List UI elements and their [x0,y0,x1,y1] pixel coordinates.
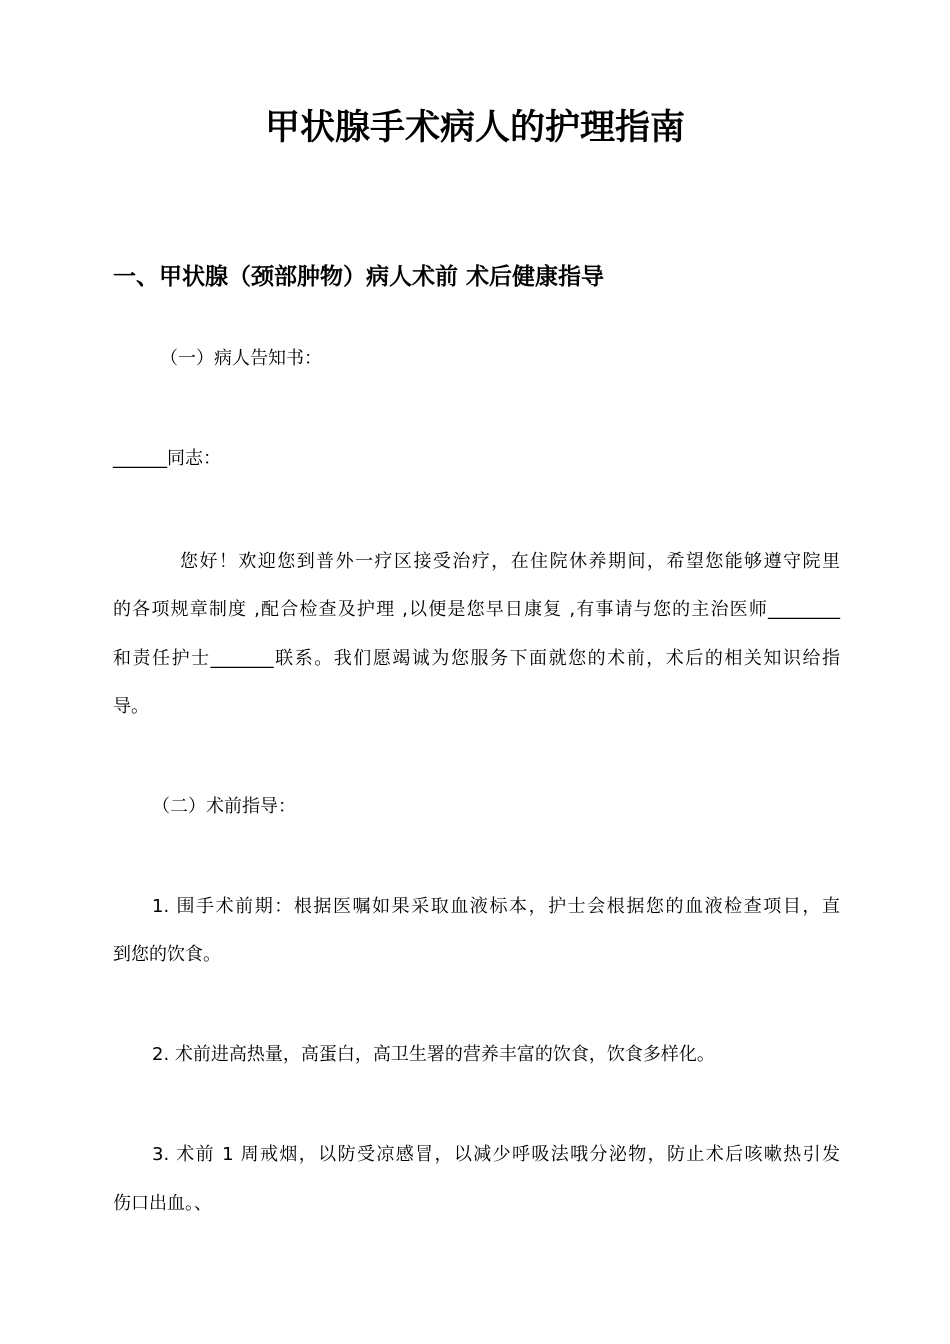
paragraph-line: 导。 [113,696,149,717]
paragraph-line: 和责任护士_______联系。我们愿竭诚为您服务下面就您的术前，术后的相关知识给指 [113,648,840,669]
section-heading: 一、甲状腺（颈部肿物）病人术前 术后健康指导 [113,264,605,290]
subsection-heading-notice: （一）病人告知书： [160,348,322,369]
paragraph-line: 您好！欢迎您到普外一疗区接受治疗，在住院休养期间，希望您能够遵守院里 [180,551,840,572]
paragraph-line: 的各项规章制度 ,配合检查及护理 ,以便是您早日康复 ,有事请与您的主治医师________ [113,599,840,620]
salutation: ______同志： [113,448,221,469]
list-item-line: 1. 围手术前期：根据医嘱如果采取血液标本，护士会根据您的血液检查项目，直 [152,896,840,917]
list-item-line: 2. 术前进高热量，高蛋白，高卫生署的营养丰富的饮食，饮食多样化。 [152,1044,715,1065]
document-title: 甲状腺手术病人的护理指南 [264,108,685,148]
list-item-line: 到您的饮食。 [113,944,221,965]
list-item-line: 伤口出血。、 [113,1193,212,1214]
list-item-line: 3. 术前 1 周戒烟，以防受凉感冒，以减少呼吸法哦分泌物，防止术后咳嗽热引发 [152,1144,840,1165]
subsection-heading-preop: （二）术前指导： [152,796,296,817]
